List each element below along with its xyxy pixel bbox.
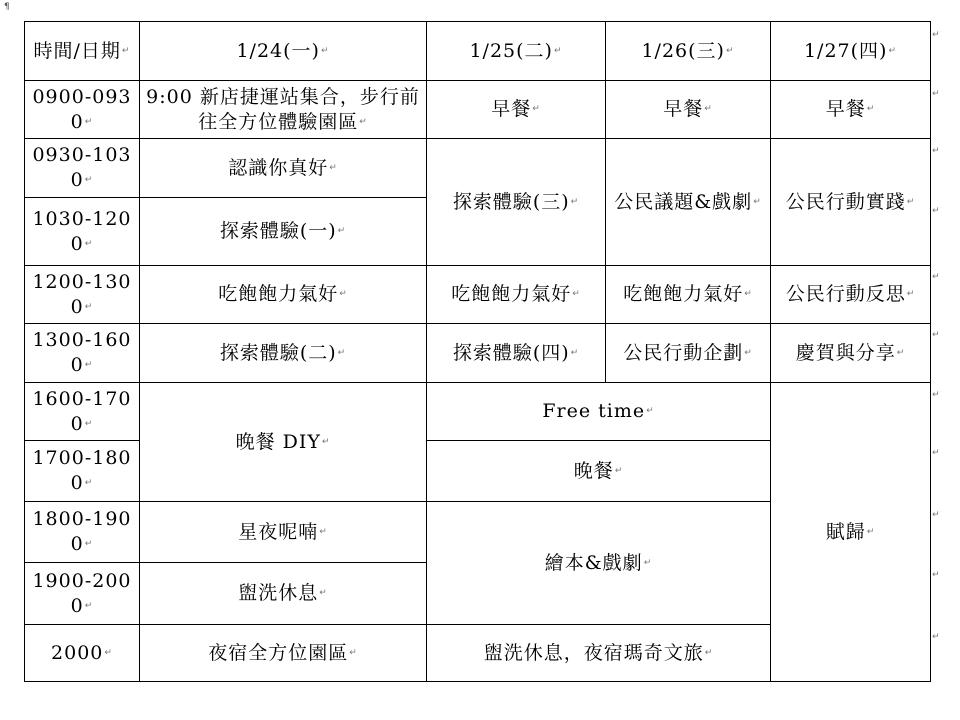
schedule-cell: 早餐 ↵ (771, 81, 931, 139)
row-end-mark-icon: ↵ (932, 89, 940, 99)
row-end-mark-icon: ↵ (932, 390, 940, 400)
time-cell: 1700-1800 ↵ (25, 441, 140, 502)
table-row (25, 81, 931, 139)
time-cell: 1900-2000 ↵ (25, 563, 140, 625)
day-header-2: 1/25(二) ↵ (427, 22, 606, 81)
day-header-4: 1/27(四) ↵ (771, 22, 931, 81)
paragraph-mark-icon: ¶ (4, 2, 10, 12)
schedule-cell: 繪本&戲劇 ↵ (427, 502, 771, 625)
time-cell: 1600-1700 ↵ (25, 383, 140, 441)
schedule-cell: 盥洗休息 ↵ (140, 563, 427, 625)
row-end-mark-icon: ↵ (932, 330, 940, 340)
schedule-cell: 早餐 ↵ (427, 81, 606, 139)
schedule-cell: 探索體驗(三) ↵ (427, 139, 606, 266)
schedule-cell: 晚餐 DIY ↵ (140, 383, 427, 502)
row-end-mark-icon: ↵ (932, 448, 940, 458)
schedule-cell: 9:00 新店捷運站集合，步行前往全方位體驗園區 ↵ (140, 81, 427, 139)
schedule-cell: 公民行動企劃 ↵ (606, 324, 771, 383)
header-row (25, 22, 931, 81)
table-row (25, 139, 931, 198)
schedule-cell: 早餐 ↵ (606, 81, 771, 139)
schedule-cell: 晚餐 ↵ (427, 441, 771, 502)
table-row (25, 324, 931, 383)
corner-header: 時間/日期 ↵ (25, 22, 140, 81)
schedule-cell: 星夜呢喃 ↵ (140, 502, 427, 563)
time-cell: 0930-1030 ↵ (25, 139, 140, 198)
row-end-mark-icon: ↵ (932, 206, 940, 216)
table-row (25, 266, 931, 324)
row-end-mark-icon: ↵ (932, 146, 940, 156)
schedule-cell: 吃飽飽力氣好 ↵ (606, 266, 771, 324)
row-end-mark-icon: ↵ (932, 570, 940, 580)
time-cell: 1200-1300 ↵ (25, 266, 140, 324)
schedule-cell: 吃飽飽力氣好 ↵ (427, 266, 606, 324)
table-row (25, 383, 931, 441)
row-end-mark-icon: ↵ (932, 272, 940, 282)
schedule-cell: 探索體驗(一) ↵ (140, 198, 427, 266)
schedule-cell: 認識你真好 ↵ (140, 139, 427, 198)
row-end-mark-icon: ↵ (932, 30, 940, 40)
time-cell: 1300-1600 ↵ (25, 324, 140, 383)
schedule-cell: 公民行動實踐 ↵ (771, 139, 931, 266)
schedule-cell: 吃飽飽力氣好 ↵ (140, 266, 427, 324)
time-cell: 1030-1200 ↵ (25, 198, 140, 266)
day-header-1: 1/24(一) ↵ (140, 22, 427, 81)
time-cell: 0900-0930 ↵ (25, 81, 140, 139)
row-end-mark-icon: ↵ (932, 510, 940, 520)
schedule-cell: 夜宿全方位園區 ↵ (140, 625, 427, 682)
schedule-cell: 公民行動反思 ↵ (771, 266, 931, 324)
time-cell: 2000 ↵ (25, 625, 140, 682)
schedule-cell: 探索體驗(四) ↵ (427, 324, 606, 383)
schedule-cell: Free time ↵ (427, 383, 771, 441)
schedule-cell: 盥洗休息，夜宿瑪奇文旅 ↵ (427, 625, 771, 682)
day-header-3: 1/26(三) ↵ (606, 22, 771, 81)
schedule-cell: 賦歸 ↵ (771, 383, 931, 682)
schedule-cell: 公民議題&戲劇 ↵ (606, 139, 771, 266)
time-cell: 1800-1900 ↵ (25, 502, 140, 563)
schedule-table (24, 21, 931, 682)
schedule-cell: 探索體驗(二) ↵ (140, 324, 427, 383)
schedule-cell: 慶賀與分享 ↵ (771, 324, 931, 383)
row-end-mark-icon: ↵ (932, 632, 940, 642)
